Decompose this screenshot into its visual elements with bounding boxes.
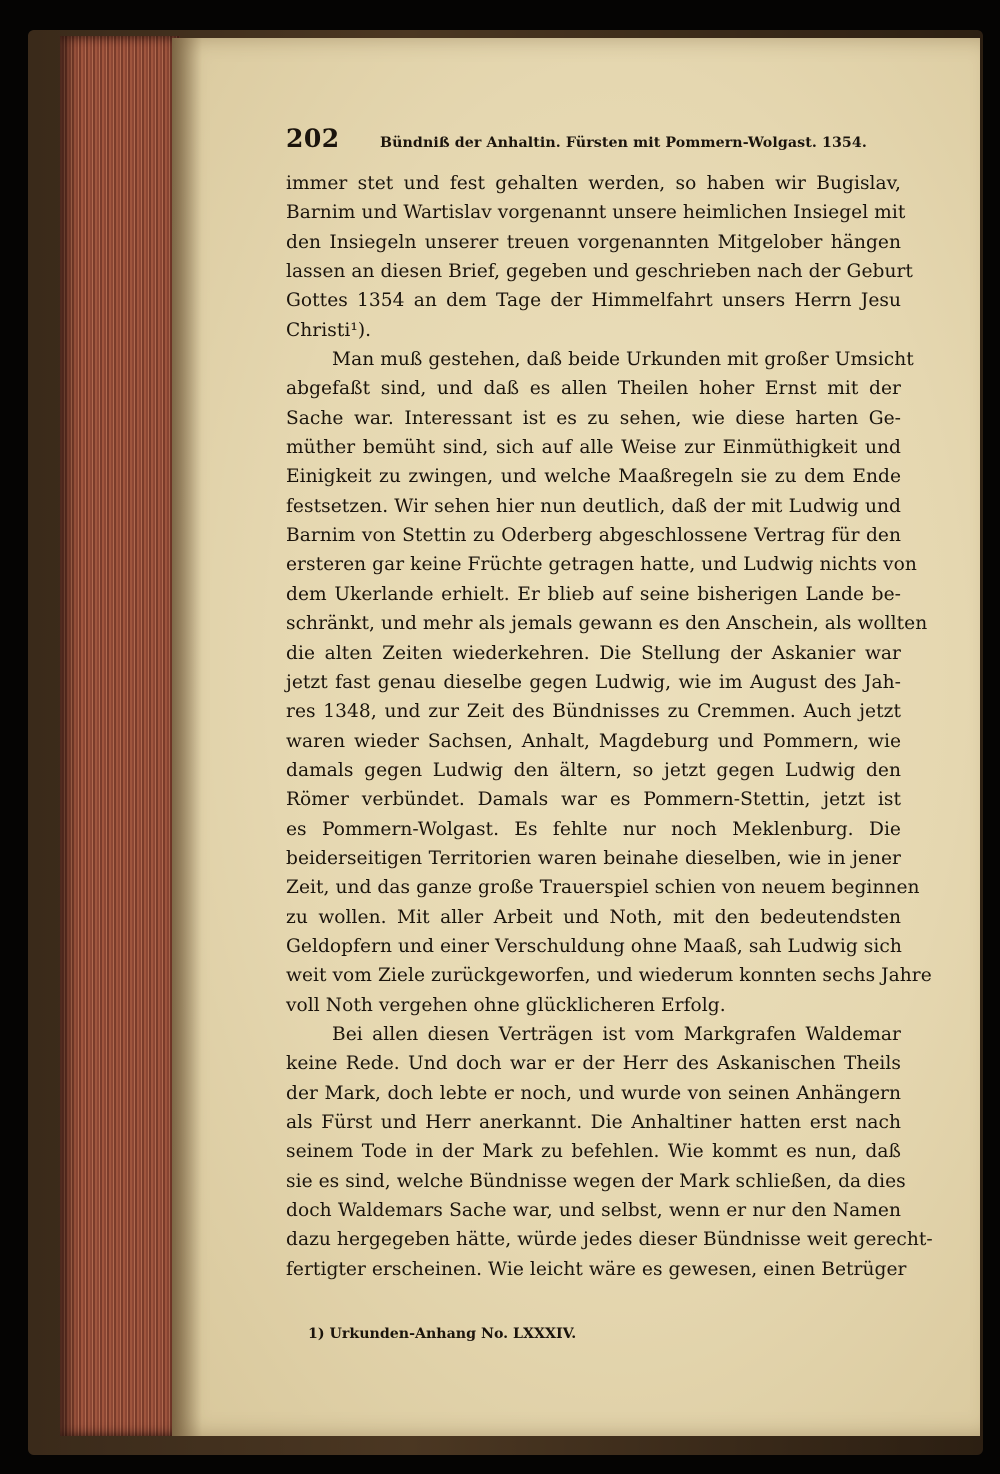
footnote: 1) Urkunden-Anhang No. LXXXIV. (308, 1326, 577, 1342)
page-number: 202 (286, 124, 340, 153)
text-line: immer stet und fest gehalten werden, so haben wir Bugislav, (286, 173, 901, 194)
text-line: fertigter erscheinen. Wie leicht wäre es gewesen, einen Betrüger (286, 1258, 907, 1280)
text-line: die alten Zeiten wiederkehren. Die Stellung der Askanier war (286, 642, 901, 664)
text-line: keine Rede. Und doch war er der Herr des Askanischen Theils (286, 1053, 901, 1075)
text-line: zu wollen. Mit aller Arbeit und Noth, mit den bedeutendsten (286, 906, 901, 928)
text-line: müther bemüht sind, sich auf alle Weise zur Einmüthigkeit und (286, 437, 901, 459)
text-line: weit vom Ziele zurückgeworfen, und wiederum konnten sechs Jahre (286, 965, 932, 987)
text-line: voll Noth vergehen ohne glücklicheren Erfolg. (286, 994, 726, 1016)
text-line: als Fürst und Herr anerkannt. Die Anhaltiner hatten erst nach (286, 1112, 901, 1133)
text-line: Einigkeit zu zwingen, und welche Maaßregeln sie zu dem Ende (286, 466, 901, 488)
paragraph-start-line: Bei allen diesen Verträgen ist vom Markgrafen Waldemar (332, 1023, 901, 1045)
text-line: dem Ukerlande erhielt. Er blieb auf seine bisherigen Lande be- (286, 583, 901, 605)
text-line: festsetzen. Wir sehen hier nun deutlich, daß der mit Ludwig und (286, 495, 901, 517)
paper-page (172, 38, 980, 1436)
page-edges (60, 36, 180, 1436)
text-line: Barnim von Stettin zu Oderberg abgeschlossene Vertrag für den (286, 525, 901, 547)
text-line: Zeit, und das ganze große Trauerspiel schien von neuem beginnen (286, 877, 920, 899)
text-line: abgefaßt sind, und daß es allen Theilen hoher Ernst mit der (286, 378, 901, 400)
text-block (286, 124, 933, 1284)
text-line: waren wieder Sachsen, Anhalt, Magdeburg und Pommern, wie (286, 730, 901, 752)
text-line: sie es sind, welche Bündnisse wegen der Mark schließen, da dies (286, 1170, 906, 1192)
running-head (286, 124, 901, 153)
text-line: Christi¹). (286, 319, 372, 341)
paragraph-start-line: Man muß gestehen, daß beide Urkunden mit großer Umsicht (332, 349, 914, 371)
text-line: der Mark, doch lebte er noch, und wurde von seinen Anhängern (286, 1082, 901, 1104)
text-line: Geldopfern und einer Verschuldung ohne Maaß, sah Ludwig sich (286, 935, 902, 957)
text-line: seinem Tode in der Mark zu befehlen. Wie kommt es nun, daß (286, 1141, 901, 1163)
text-line: jetzt fast genau dieselbe gegen Ludwig, wie im August des Jah- (286, 671, 901, 693)
text-line: beiderseitigen Territorien waren beinahe dieselben, wie in jener (286, 847, 901, 869)
text-line: es Pommern-Wolgast. Es fehlte nur noch Meklenburg. Die (286, 818, 901, 840)
text-line: lassen an diesen Brief, gegeben und geschrieben nach der Geburt (286, 261, 913, 283)
text-line: Sache war. Interessant ist es zu sehen, wie diese harten Ge- (286, 407, 901, 429)
text-line: Barnim und Wartislav vorgenannt unsere heimlichen Insiegel mit (286, 202, 906, 224)
text-line: doch Waldemars Sache war, und selbst, wenn er nur den Namen (286, 1200, 901, 1222)
text-line: Römer verbündet. Damals war es Pommern-Stettin, jetzt ist (286, 789, 901, 811)
text-line: ersteren gar keine Früchte getragen hatte, und Ludwig nichts von (286, 554, 917, 576)
text-line: Gottes 1354 an dem Tage der Himmelfahrt unsers Herrn Jesu (286, 290, 901, 312)
text-line: damals gegen Ludwig den ältern, so jetzt gegen Ludwig den (286, 759, 901, 781)
text-line: schränkt, und mehr als jemals gewann es den Anschein, als wollten (286, 613, 928, 635)
text-line: res 1348, und zur Zeit des Bündnisses zu Cremmen. Auch jetzt (286, 701, 901, 723)
text-line: den Insiegeln unserer treuen vorgenannten Mitgelober hängen (286, 231, 901, 253)
running-title: Bündniß der Anhaltin. Fürsten mit Pommern-Wolgast. 1354. (380, 135, 867, 151)
body-text (286, 169, 933, 1284)
text-line: dazu hergegeben hätte, würde jedes dieser Bündnisse weit gerecht- (286, 1229, 933, 1251)
